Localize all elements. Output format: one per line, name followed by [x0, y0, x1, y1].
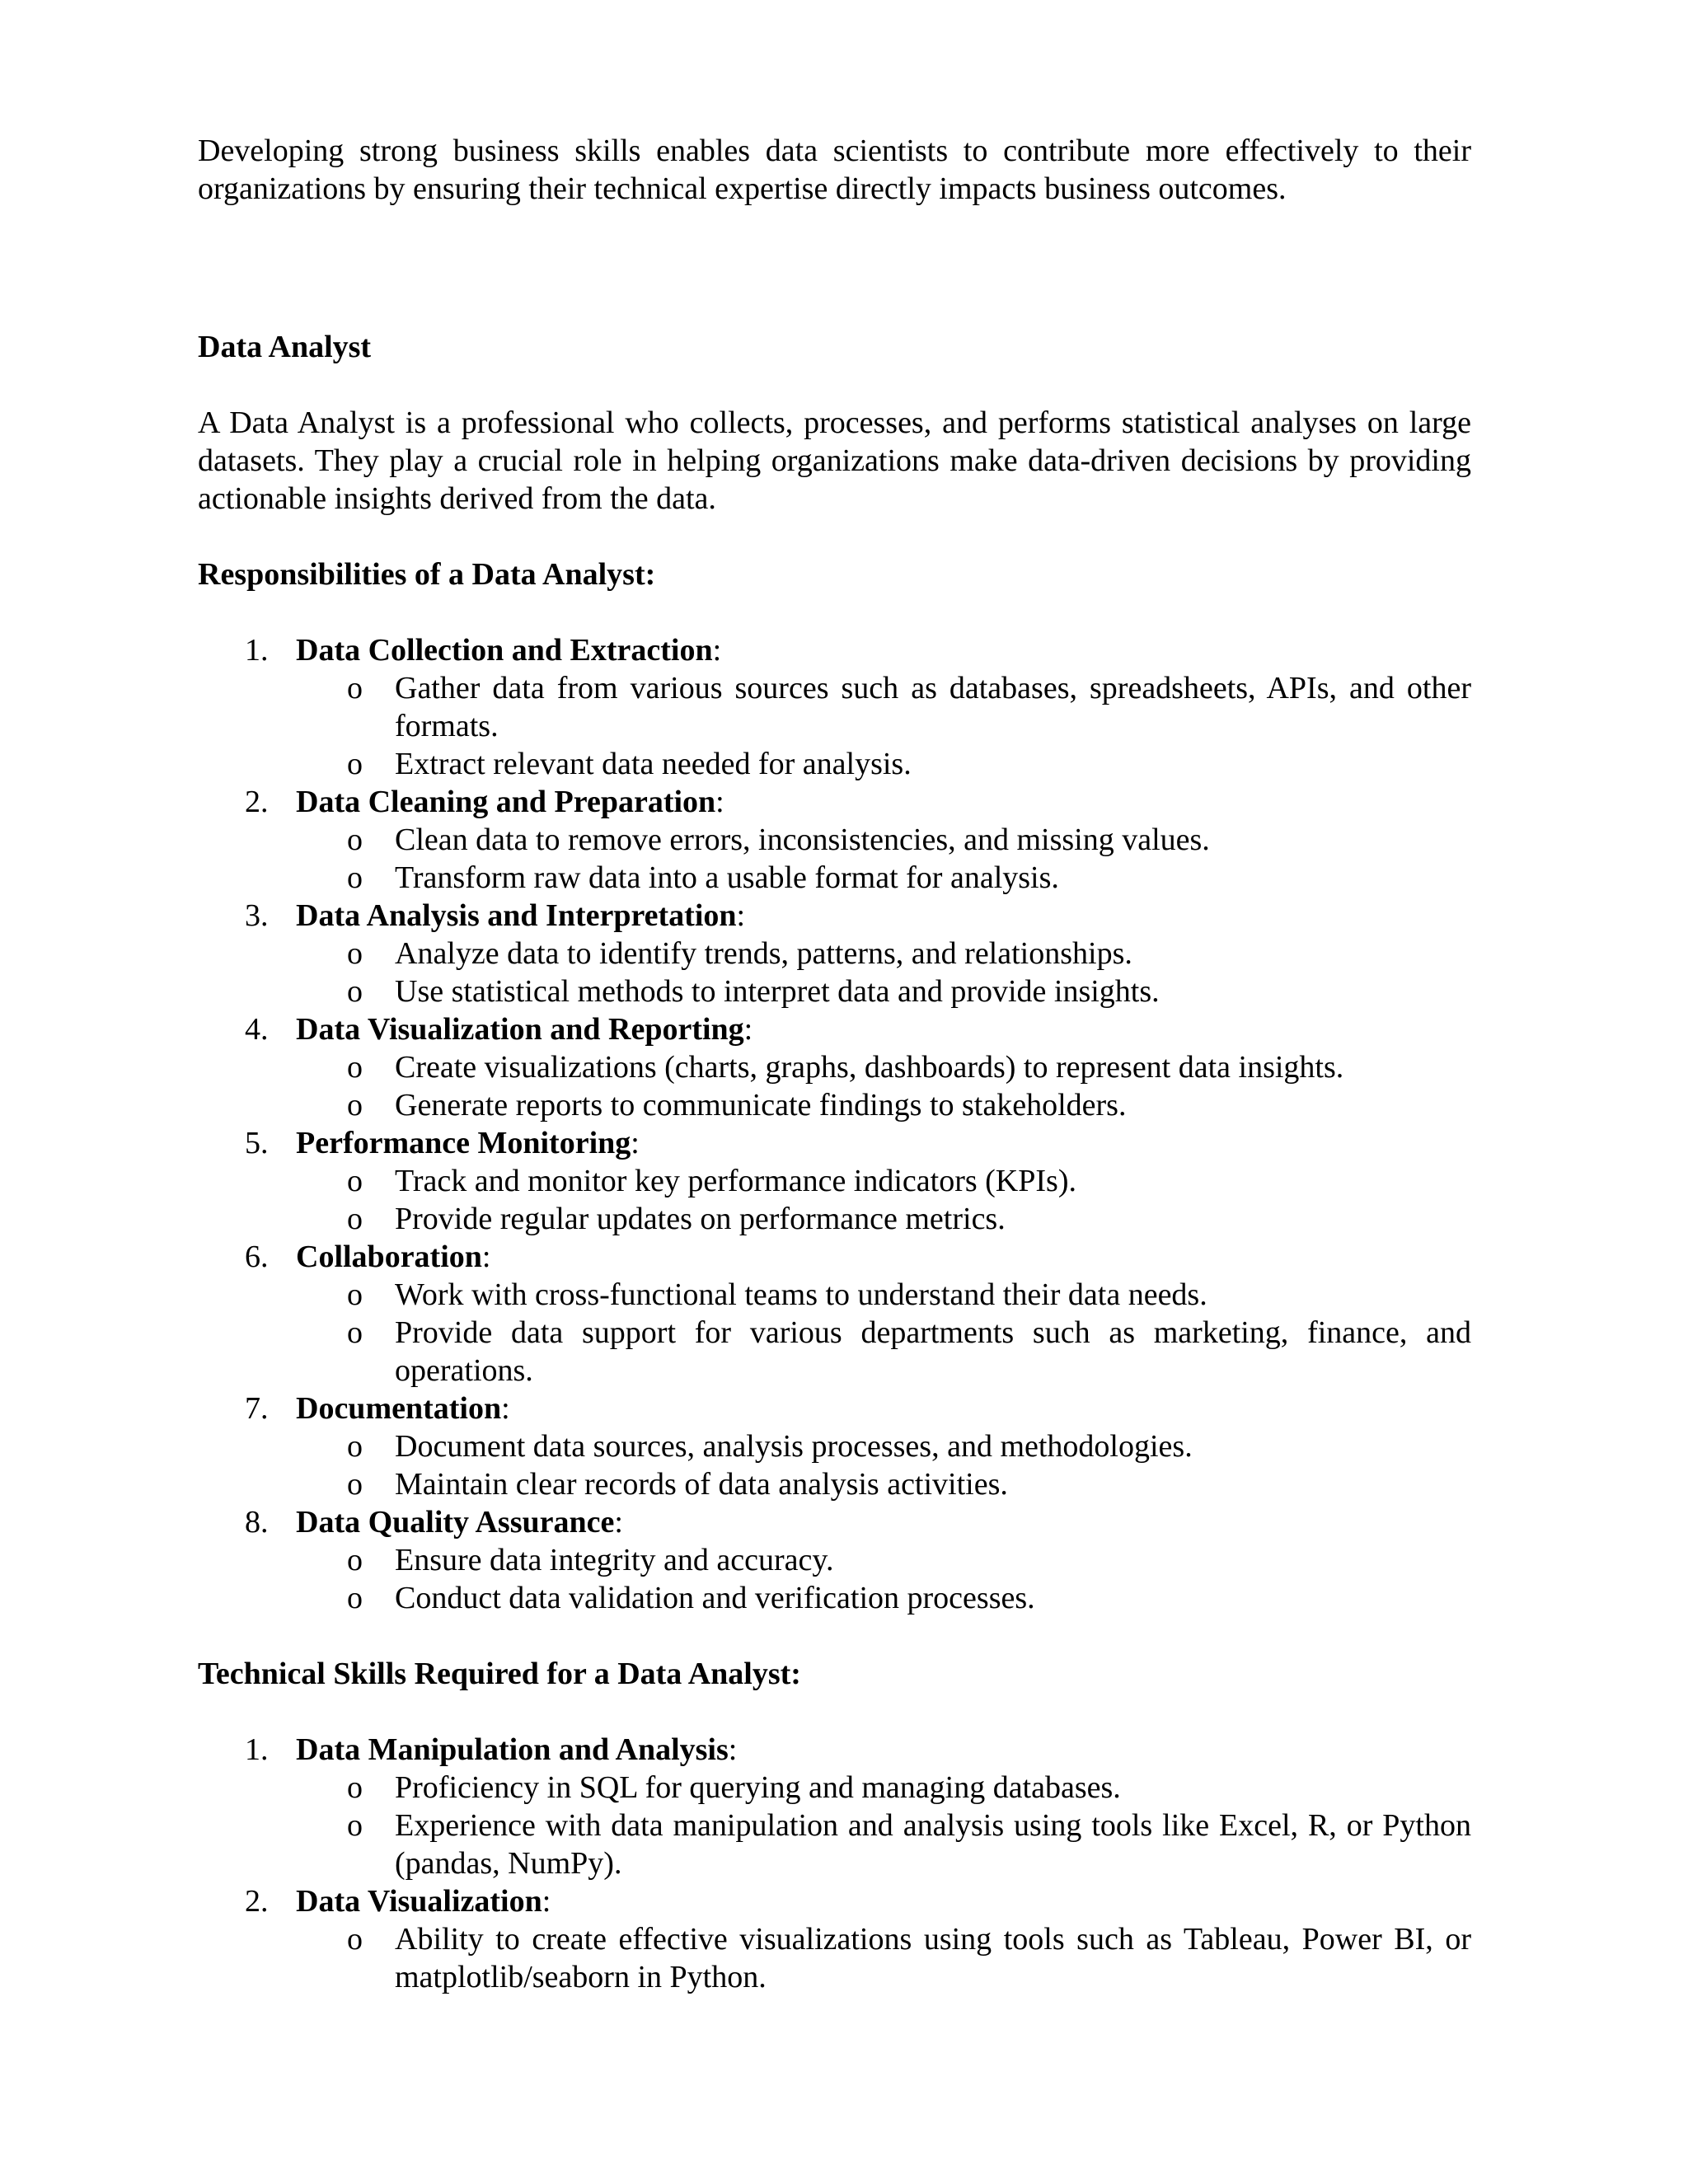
list-item — [198, 631, 1471, 783]
sub-item-text: Provide data support for various departments such as marketing, finance, and operations. — [395, 1315, 1471, 1388]
sub-list-item — [296, 1314, 1471, 1390]
item-title: Data Cleaning and Preparation — [296, 785, 716, 819]
circle-bullet-icon: o — [347, 936, 363, 971]
sub-list — [296, 1427, 1471, 1503]
item-number: 7. — [245, 1391, 269, 1426]
item-title-line: Data Visualization and Reporting: — [296, 1012, 753, 1047]
item-title-line: Data Quality Assurance: — [296, 1505, 623, 1540]
list-item — [198, 1882, 1471, 1996]
item-title: Data Visualization and Reporting — [296, 1012, 744, 1047]
sub-list-item — [296, 972, 1471, 1010]
item-title: Documentation — [296, 1391, 502, 1426]
circle-bullet-icon: o — [347, 671, 363, 705]
sub-list — [296, 821, 1471, 897]
sub-list-item — [296, 821, 1471, 859]
circle-bullet-icon: o — [347, 1808, 363, 1843]
list-item — [198, 1390, 1471, 1503]
sub-list-item — [296, 1162, 1471, 1200]
sub-item-text: Gather data from various sources such as databases, spreadsheets, APIs, and other formats. — [395, 671, 1471, 743]
circle-bullet-icon: o — [347, 823, 363, 857]
sub-item-text: Experience with data manipulation and analysis using tools like Excel, R, or Python (pandas, NumPy). — [395, 1808, 1471, 1881]
list-item — [198, 1503, 1471, 1617]
item-title-line: Data Visualization: — [296, 1884, 551, 1919]
sub-list-item — [296, 1086, 1471, 1124]
circle-bullet-icon: o — [347, 1770, 363, 1805]
item-title-line: Data Collection and Extraction: — [296, 633, 722, 668]
item-title-line: Performance Monitoring: — [296, 1126, 640, 1160]
item-title: Data Analysis and Interpretation — [296, 898, 737, 933]
responsibilities-heading: Responsibilities of a Data Analyst: — [198, 557, 656, 592]
sub-list-item — [296, 935, 1471, 972]
circle-bullet-icon: o — [347, 974, 363, 1009]
item-title: Collaboration — [296, 1240, 482, 1274]
circle-bullet-icon: o — [347, 1429, 363, 1464]
sub-item-text: Maintain clear records of data analysis activities. — [395, 1467, 1008, 1502]
sub-list-item — [296, 1541, 1471, 1579]
sub-list — [296, 935, 1471, 1010]
sub-list — [296, 1920, 1471, 1996]
item-title-line: Data Manipulation and Analysis: — [296, 1732, 738, 1767]
sub-item-text: Generate reports to communicate findings to stakeholders. — [395, 1088, 1127, 1122]
list-item — [198, 1124, 1471, 1238]
circle-bullet-icon: o — [347, 1202, 363, 1236]
sub-list — [296, 1276, 1471, 1390]
sub-item-text: Ensure data integrity and accuracy. — [395, 1543, 834, 1577]
sub-item-text: Work with cross-functional teams to understand their data needs. — [395, 1277, 1207, 1312]
item-number: 1. — [245, 633, 269, 668]
sub-item-text: Transform raw data into a usable format for analysis. — [395, 860, 1059, 895]
circle-bullet-icon: o — [347, 1088, 363, 1122]
item-number: 4. — [245, 1012, 269, 1047]
circle-bullet-icon: o — [347, 1543, 363, 1577]
sub-list — [296, 1048, 1471, 1124]
list-item — [198, 783, 1471, 897]
list-item — [198, 1731, 1471, 1882]
item-title: Data Quality Assurance — [296, 1505, 615, 1540]
item-number: 2. — [245, 1884, 269, 1919]
sub-item-text: Analyze data to identify trends, patterns, and relationships. — [395, 936, 1132, 971]
item-title: Data Manipulation and Analysis — [296, 1732, 729, 1767]
item-number: 3. — [245, 898, 269, 933]
sub-list-item — [296, 669, 1471, 745]
sub-item-text: Clean data to remove errors, inconsistencies, and missing values. — [395, 823, 1210, 857]
item-title: Performance Monitoring — [296, 1126, 631, 1160]
section-title: Data Analyst — [198, 330, 372, 364]
item-title-line: Data Cleaning and Preparation: — [296, 785, 724, 819]
sub-item-text: Provide regular updates on performance metrics. — [395, 1202, 1006, 1236]
circle-bullet-icon: o — [347, 1467, 363, 1502]
item-title-line: Data Analysis and Interpretation: — [296, 898, 746, 933]
sub-list-item — [296, 1427, 1471, 1465]
item-number: 5. — [245, 1126, 269, 1160]
sub-list — [296, 1162, 1471, 1238]
circle-bullet-icon: o — [347, 1050, 363, 1085]
technical-skills-heading: Technical Skills Required for a Data Analyst: — [198, 1657, 801, 1691]
item-number: 2. — [245, 785, 269, 819]
sub-list-item — [296, 1920, 1471, 1996]
item-title-line: Collaboration: — [296, 1240, 491, 1274]
sub-list-item — [296, 1276, 1471, 1314]
circle-bullet-icon: o — [347, 1164, 363, 1198]
responsibilities-list — [198, 631, 1471, 1617]
circle-bullet-icon: o — [347, 1315, 363, 1350]
document-page — [198, 132, 1471, 2034]
sub-item-text: Extract relevant data needed for analysis. — [395, 747, 912, 781]
sub-item-text: Track and monitor key performance indicators (KPIs). — [395, 1164, 1076, 1198]
item-number: 8. — [245, 1505, 269, 1540]
item-title-line: Documentation: — [296, 1391, 510, 1426]
list-item — [198, 897, 1471, 1010]
list-item — [198, 1010, 1471, 1124]
technical-skills-list — [198, 1731, 1471, 1996]
sub-list — [296, 1541, 1471, 1617]
sub-list-item — [296, 745, 1471, 783]
section-body: A Data Analyst is a professional who collects, processes, and performs statistical analyses on large datasets. They play a crucial role in helping organizations make data-driven decisions by providing actionable insights derived from the data. — [198, 405, 1471, 516]
circle-bullet-icon: o — [347, 1277, 363, 1312]
sub-list-item — [296, 1048, 1471, 1086]
sub-item-text: Conduct data validation and verification processes. — [395, 1581, 1035, 1615]
sub-list-item — [296, 859, 1471, 897]
item-title: Data Collection and Extraction — [296, 633, 713, 668]
sub-list — [296, 1769, 1471, 1882]
sub-list-item — [296, 1200, 1471, 1238]
sub-list — [296, 669, 1471, 783]
circle-bullet-icon: o — [347, 860, 363, 895]
circle-bullet-icon: o — [347, 1922, 363, 1957]
sub-item-text: Document data sources, analysis processes, and methodologies. — [395, 1429, 1193, 1464]
sub-item-text: Proficiency in SQL for querying and managing databases. — [395, 1770, 1121, 1805]
sub-item-text: Use statistical methods to interpret data and provide insights. — [395, 974, 1160, 1009]
item-number: 6. — [245, 1240, 269, 1274]
sub-list-item — [296, 1465, 1471, 1503]
sub-list-item — [296, 1807, 1471, 1882]
sub-item-text: Create visualizations (charts, graphs, dashboards) to represent data insights. — [395, 1050, 1344, 1085]
circle-bullet-icon: o — [347, 747, 363, 781]
item-number: 1. — [245, 1732, 269, 1767]
circle-bullet-icon: o — [347, 1581, 363, 1615]
sub-list-item — [296, 1579, 1471, 1617]
sub-list-item — [296, 1769, 1471, 1807]
item-title: Data Visualization — [296, 1884, 542, 1919]
sub-item-text: Ability to create effective visualizations using tools such as Tableau, Power BI, or matplotlib/seaborn in Python. — [395, 1922, 1471, 1994]
list-item — [198, 1238, 1471, 1390]
intro-paragraph: Developing strong business skills enables data scientists to contribute more effectively to their organizations by ensuring their technical expertise directly impacts business outcomes. — [198, 134, 1471, 206]
